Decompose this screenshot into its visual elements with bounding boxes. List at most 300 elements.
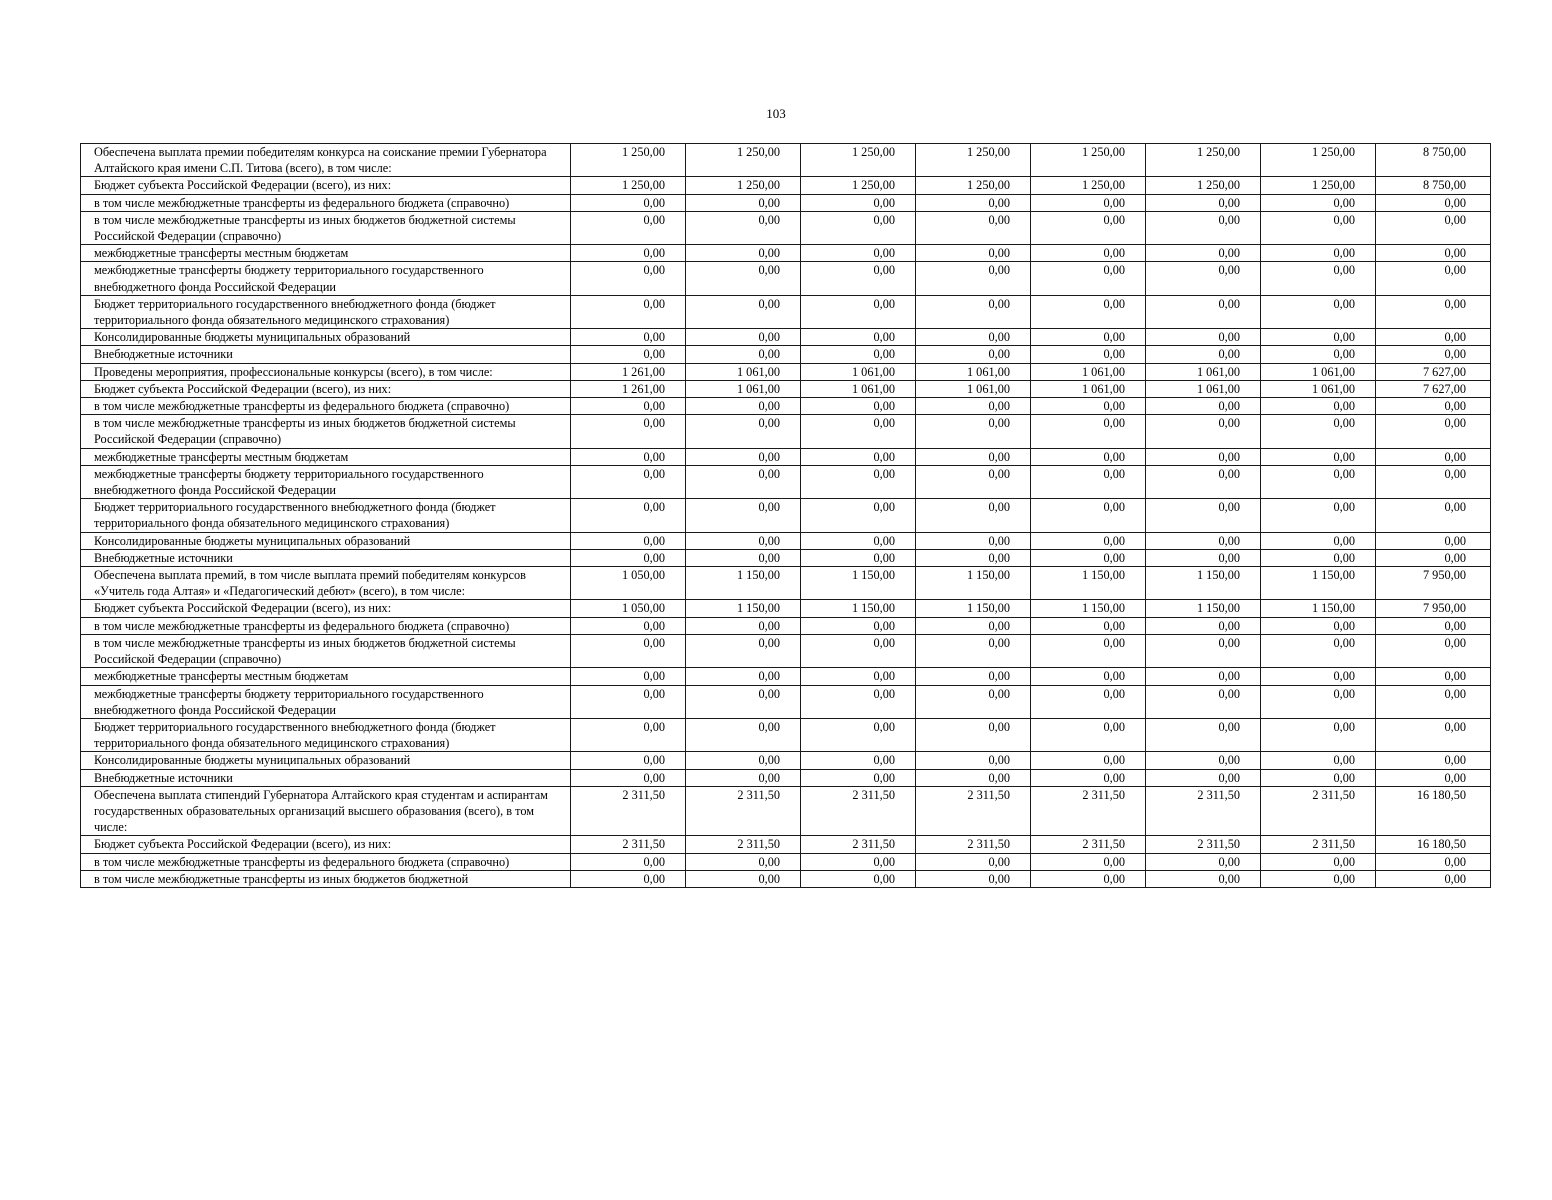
row-year-value: 1 150,00 [686,567,801,600]
row-total-value: 0,00 [1376,685,1491,718]
row-year-value: 0,00 [1146,853,1261,870]
row-label: межбюджетные трансферты бюджету территориального государственного внебюджетного фонда Российской Федерации [81,465,571,498]
row-total-value: 8 750,00 [1376,177,1491,194]
row-year-value: 0,00 [571,211,686,244]
row-year-value: 0,00 [916,752,1031,769]
row-year-value: 0,00 [916,194,1031,211]
row-year-value: 0,00 [1261,329,1376,346]
budget-table [80,143,1491,888]
row-year-value: 0,00 [801,211,916,244]
table-row [81,398,1491,415]
table-row [81,600,1491,617]
row-year-value: 1 150,00 [916,567,1031,600]
row-total-value: 7 950,00 [1376,567,1491,600]
row-year-value: 0,00 [686,194,801,211]
table-row [81,194,1491,211]
row-year-value: 0,00 [801,329,916,346]
row-year-value: 0,00 [571,532,686,549]
row-label: Обеспечена выплата стипендий Губернатора Алтайского края студентам и аспирантам государственных образовательных организаций высшего образования (всего), в том числе: [81,786,571,836]
row-year-value: 1 261,00 [571,380,686,397]
row-label: Бюджет территориального государственного внебюджетного фонда (бюджет территориального фонда обязательного медицинского страхования) [81,499,571,532]
row-year-value: 0,00 [801,415,916,448]
row-total-value: 7 950,00 [1376,600,1491,617]
table-row [81,448,1491,465]
table-row [81,465,1491,498]
row-year-value: 0,00 [571,329,686,346]
row-year-value: 1 250,00 [1031,177,1146,194]
row-year-value: 0,00 [801,549,916,566]
row-total-value: 0,00 [1376,245,1491,262]
row-year-value: 0,00 [1031,262,1146,295]
row-year-value: 0,00 [1031,549,1146,566]
row-year-value: 0,00 [801,668,916,685]
row-year-value: 1 150,00 [1031,600,1146,617]
row-year-value: 0,00 [686,549,801,566]
row-label: в том числе межбюджетные трансферты из иных бюджетов бюджетной системы Российской Федерации (справочно) [81,211,571,244]
row-total-value: 16 180,50 [1376,836,1491,853]
row-year-value: 1 250,00 [1146,144,1261,177]
row-year-value: 1 050,00 [571,600,686,617]
row-year-value: 0,00 [1031,617,1146,634]
row-total-value: 0,00 [1376,346,1491,363]
row-year-value: 2 311,50 [1261,836,1376,853]
row-year-value: 0,00 [1261,870,1376,887]
row-year-value: 2 311,50 [916,836,1031,853]
row-year-value: 0,00 [1261,211,1376,244]
row-year-value: 0,00 [571,398,686,415]
row-year-value: 0,00 [1146,752,1261,769]
row-year-value: 0,00 [571,245,686,262]
row-year-value: 0,00 [571,499,686,532]
row-year-value: 2 311,50 [1031,836,1146,853]
row-label: Бюджет территориального государственного внебюджетного фонда (бюджет территориального фонда обязательного медицинского страхования) [81,718,571,751]
row-total-value: 0,00 [1376,398,1491,415]
row-year-value: 0,00 [1261,262,1376,295]
row-total-value: 16 180,50 [1376,786,1491,836]
row-year-value: 0,00 [1146,398,1261,415]
row-label: Бюджет субъекта Российской Федерации (всего), из них: [81,600,571,617]
row-year-value: 0,00 [801,295,916,328]
row-year-value: 1 250,00 [1261,144,1376,177]
row-year-value: 1 061,00 [801,363,916,380]
row-year-value: 0,00 [1261,346,1376,363]
row-year-value: 0,00 [686,685,801,718]
table-row [81,685,1491,718]
row-year-value: 0,00 [571,549,686,566]
row-label: Бюджет субъекта Российской Федерации (всего), из них: [81,380,571,397]
row-year-value: 1 150,00 [1261,567,1376,600]
row-year-value: 0,00 [916,398,1031,415]
row-year-value: 0,00 [1261,718,1376,751]
row-year-value: 0,00 [801,465,916,498]
row-year-value: 0,00 [686,262,801,295]
row-label: Бюджет территориального государственного внебюджетного фонда (бюджет территориального фонда обязательного медицинского страхования) [81,295,571,328]
row-year-value: 1 061,00 [1261,363,1376,380]
row-year-value: 0,00 [916,245,1031,262]
row-year-value: 0,00 [1146,532,1261,549]
row-label: межбюджетные трансферты местным бюджетам [81,668,571,685]
row-label: в том числе межбюджетные трансферты из федерального бюджета (справочно) [81,398,571,415]
budget-table-body [81,144,1491,888]
row-year-value: 0,00 [916,448,1031,465]
row-year-value: 1 250,00 [571,144,686,177]
row-year-value: 1 061,00 [1261,380,1376,397]
row-label: Обеспечена выплата премий, в том числе выплата премий победителям конкурсов «Учитель года Алтая» и «Педагогический дебют» (всего), в том числе: [81,567,571,600]
row-year-value: 0,00 [1031,769,1146,786]
row-label: в том числе межбюджетные трансферты из иных бюджетов бюджетной системы Российской Федерации (справочно) [81,634,571,667]
row-year-value: 0,00 [1261,415,1376,448]
row-year-value: 0,00 [686,245,801,262]
row-year-value: 0,00 [571,769,686,786]
row-year-value: 0,00 [1031,870,1146,887]
row-year-value: 0,00 [686,415,801,448]
row-label: в том числе межбюджетные трансферты из федерального бюджета (справочно) [81,853,571,870]
row-total-value: 0,00 [1376,532,1491,549]
row-year-value: 0,00 [1031,415,1146,448]
row-total-value: 0,00 [1376,295,1491,328]
table-row [81,144,1491,177]
row-year-value: 1 150,00 [801,567,916,600]
row-year-value: 0,00 [916,415,1031,448]
row-label: в том числе межбюджетные трансферты из федерального бюджета (справочно) [81,194,571,211]
row-label: Внебюджетные источники [81,346,571,363]
table-row [81,668,1491,685]
row-year-value: 0,00 [1031,752,1146,769]
row-year-value: 0,00 [571,617,686,634]
row-year-value: 2 311,50 [1146,836,1261,853]
row-year-value: 2 311,50 [801,786,916,836]
row-year-value: 0,00 [686,752,801,769]
row-year-value: 1 250,00 [1261,177,1376,194]
row-year-value: 1 061,00 [686,380,801,397]
row-year-value: 0,00 [1146,499,1261,532]
row-year-value: 0,00 [916,769,1031,786]
row-year-value: 0,00 [916,295,1031,328]
row-year-value: 0,00 [686,853,801,870]
row-year-value: 0,00 [571,668,686,685]
row-year-value: 0,00 [1031,211,1146,244]
row-total-value: 0,00 [1376,415,1491,448]
row-year-value: 1 250,00 [1031,144,1146,177]
row-year-value: 0,00 [1261,769,1376,786]
row-year-value: 0,00 [1031,685,1146,718]
row-year-value: 0,00 [686,870,801,887]
row-year-value: 0,00 [1146,329,1261,346]
row-year-value: 0,00 [571,262,686,295]
row-year-value: 1 250,00 [801,177,916,194]
row-year-value: 0,00 [1146,769,1261,786]
row-year-value: 0,00 [686,398,801,415]
row-year-value: 0,00 [1146,194,1261,211]
row-year-value: 0,00 [1261,245,1376,262]
row-label: Бюджет субъекта Российской Федерации (всего), из них: [81,177,571,194]
page-number: 103 [766,106,786,121]
row-year-value: 0,00 [916,668,1031,685]
row-year-value: 1 150,00 [1146,567,1261,600]
row-year-value: 1 061,00 [686,363,801,380]
row-year-value: 0,00 [1146,448,1261,465]
row-year-value: 0,00 [1146,718,1261,751]
table-row [81,262,1491,295]
row-year-value: 0,00 [1261,295,1376,328]
row-year-value: 0,00 [916,211,1031,244]
row-year-value: 0,00 [1031,245,1146,262]
row-label: Внебюджетные источники [81,769,571,786]
row-label: Консолидированные бюджеты муниципальных образований [81,532,571,549]
row-total-value: 0,00 [1376,870,1491,887]
row-year-value: 0,00 [916,617,1031,634]
row-year-value: 0,00 [686,718,801,751]
row-total-value: 0,00 [1376,329,1491,346]
row-year-value: 0,00 [1146,262,1261,295]
row-year-value: 0,00 [1261,465,1376,498]
row-year-value: 0,00 [571,752,686,769]
row-year-value: 0,00 [916,329,1031,346]
table-row [81,211,1491,244]
row-year-value: 0,00 [916,549,1031,566]
row-year-value: 1 061,00 [1146,380,1261,397]
row-year-value: 0,00 [686,499,801,532]
table-row [81,380,1491,397]
row-year-value: 0,00 [1031,194,1146,211]
row-year-value: 2 311,50 [571,786,686,836]
table-row [81,718,1491,751]
row-year-value: 1 061,00 [1146,363,1261,380]
row-year-value: 0,00 [916,718,1031,751]
row-year-value: 0,00 [916,532,1031,549]
row-year-value: 0,00 [801,718,916,751]
row-year-value: 0,00 [571,685,686,718]
row-label: в том числе межбюджетные трансферты из иных бюджетов бюджетной [81,870,571,887]
row-year-value: 2 311,50 [686,786,801,836]
row-year-value: 0,00 [1031,346,1146,363]
row-year-value: 0,00 [1031,634,1146,667]
row-year-value: 0,00 [1031,718,1146,751]
row-year-value: 0,00 [916,346,1031,363]
row-year-value: 0,00 [1261,617,1376,634]
row-year-value: 0,00 [1261,532,1376,549]
row-year-value: 0,00 [1146,245,1261,262]
row-year-value: 0,00 [1261,398,1376,415]
row-year-value: 0,00 [571,718,686,751]
table-row [81,346,1491,363]
row-year-value: 1 050,00 [571,567,686,600]
row-year-value: 0,00 [1261,853,1376,870]
row-year-value: 0,00 [686,329,801,346]
row-year-value: 0,00 [916,870,1031,887]
row-year-value: 0,00 [916,262,1031,295]
row-year-value: 0,00 [801,346,916,363]
row-year-value: 0,00 [686,295,801,328]
row-year-value: 0,00 [686,617,801,634]
row-label: Внебюджетные источники [81,549,571,566]
row-label: в том числе межбюджетные трансферты из иных бюджетов бюджетной системы Российской Федерации (справочно) [81,415,571,448]
row-year-value: 0,00 [571,415,686,448]
table-row [81,634,1491,667]
row-label: межбюджетные трансферты бюджету территориального государственного внебюджетного фонда Российской Федерации [81,262,571,295]
row-year-value: 0,00 [571,465,686,498]
row-year-value: 0,00 [1031,499,1146,532]
row-year-value: 0,00 [801,634,916,667]
row-year-value: 2 311,50 [686,836,801,853]
table-row [81,549,1491,566]
row-year-value: 0,00 [916,499,1031,532]
row-year-value: 0,00 [686,769,801,786]
row-year-value: 0,00 [801,532,916,549]
row-year-value: 0,00 [1031,532,1146,549]
row-year-value: 1 061,00 [916,363,1031,380]
row-year-value: 0,00 [571,346,686,363]
row-label: межбюджетные трансферты местным бюджетам [81,448,571,465]
row-year-value: 1 061,00 [916,380,1031,397]
row-total-value: 0,00 [1376,549,1491,566]
row-year-value: 0,00 [1146,465,1261,498]
row-year-value: 0,00 [916,465,1031,498]
row-year-value: 0,00 [686,346,801,363]
row-year-value: 0,00 [801,769,916,786]
row-year-value: 1 250,00 [916,144,1031,177]
table-row [81,567,1491,600]
row-year-value: 0,00 [1146,295,1261,328]
row-year-value: 1 150,00 [1261,600,1376,617]
row-year-value: 0,00 [1261,668,1376,685]
row-year-value: 2 311,50 [571,836,686,853]
row-year-value: 2 311,50 [1261,786,1376,836]
row-year-value: 0,00 [571,448,686,465]
table-row [81,786,1491,836]
row-year-value: 1 061,00 [1031,380,1146,397]
row-year-value: 0,00 [1261,194,1376,211]
row-year-value: 0,00 [1031,465,1146,498]
row-year-value: 1 250,00 [1146,177,1261,194]
row-year-value: 0,00 [801,752,916,769]
row-year-value: 0,00 [686,668,801,685]
table-row [81,853,1491,870]
row-year-value: 1 150,00 [801,600,916,617]
row-total-value: 0,00 [1376,853,1491,870]
row-year-value: 0,00 [1031,329,1146,346]
row-year-value: 0,00 [801,448,916,465]
row-year-value: 1 150,00 [686,600,801,617]
row-year-value: 0,00 [686,465,801,498]
row-total-value: 0,00 [1376,194,1491,211]
row-year-value: 2 311,50 [801,836,916,853]
row-year-value: 0,00 [686,448,801,465]
row-year-value: 2 311,50 [1031,786,1146,836]
row-year-value: 0,00 [571,634,686,667]
row-label: межбюджетные трансферты местным бюджетам [81,245,571,262]
row-year-value: 1 061,00 [801,380,916,397]
row-year-value: 1 150,00 [1146,600,1261,617]
row-year-value: 0,00 [1261,752,1376,769]
row-label: Проведены мероприятия, профессиональные конкурсы (всего), в том числе: [81,363,571,380]
row-year-value: 0,00 [1031,448,1146,465]
row-year-value: 1 250,00 [916,177,1031,194]
table-row [81,752,1491,769]
row-year-value: 0,00 [1261,448,1376,465]
row-year-value: 0,00 [1146,211,1261,244]
row-year-value: 1 061,00 [1031,363,1146,380]
row-year-value: 0,00 [1146,617,1261,634]
table-row [81,836,1491,853]
row-year-value: 0,00 [1146,634,1261,667]
table-row [81,177,1491,194]
row-year-value: 0,00 [801,194,916,211]
row-total-value: 0,00 [1376,617,1491,634]
row-year-value: 0,00 [1031,295,1146,328]
row-year-value: 1 250,00 [571,177,686,194]
row-total-value: 7 627,00 [1376,380,1491,397]
row-year-value: 0,00 [801,499,916,532]
row-label: Бюджет субъекта Российской Федерации (всего), из них: [81,836,571,853]
row-year-value: 0,00 [571,853,686,870]
row-year-value: 1 150,00 [1031,567,1146,600]
row-year-value: 0,00 [1146,415,1261,448]
table-row [81,617,1491,634]
row-year-value: 1 250,00 [801,144,916,177]
row-total-value: 0,00 [1376,499,1491,532]
row-year-value: 0,00 [571,870,686,887]
row-year-value: 0,00 [1146,685,1261,718]
table-row [81,295,1491,328]
row-label: Обеспечена выплата премии победителям конкурса на соискание премии Губернатора Алтайского края имени С.П. Титова (всего), в том числе: [81,144,571,177]
row-label: Консолидированные бюджеты муниципальных образований [81,329,571,346]
row-total-value: 0,00 [1376,448,1491,465]
table-row [81,870,1491,887]
row-year-value: 0,00 [916,634,1031,667]
row-year-value: 0,00 [916,685,1031,718]
row-year-value: 0,00 [801,262,916,295]
row-year-value: 0,00 [571,194,686,211]
row-year-value: 2 311,50 [1146,786,1261,836]
row-year-value: 1 261,00 [571,363,686,380]
row-year-value: 0,00 [801,617,916,634]
row-year-value: 0,00 [801,398,916,415]
row-year-value: 1 250,00 [686,144,801,177]
row-year-value: 0,00 [1261,634,1376,667]
row-total-value: 8 750,00 [1376,144,1491,177]
table-row [81,363,1491,380]
row-year-value: 0,00 [686,211,801,244]
row-total-value: 0,00 [1376,769,1491,786]
row-year-value: 0,00 [1031,853,1146,870]
row-year-value: 0,00 [1261,499,1376,532]
row-total-value: 0,00 [1376,262,1491,295]
table-row [81,499,1491,532]
row-year-value: 2 311,50 [916,786,1031,836]
row-year-value: 0,00 [1031,398,1146,415]
row-year-value: 0,00 [801,853,916,870]
table-row [81,415,1491,448]
table-row [81,329,1491,346]
row-year-value: 0,00 [686,532,801,549]
row-year-value: 0,00 [1146,549,1261,566]
row-total-value: 0,00 [1376,634,1491,667]
row-total-value: 0,00 [1376,668,1491,685]
row-label: в том числе межбюджетные трансферты из федерального бюджета (справочно) [81,617,571,634]
row-year-value: 0,00 [1146,346,1261,363]
row-total-value: 7 627,00 [1376,363,1491,380]
row-year-value: 0,00 [801,870,916,887]
row-total-value: 0,00 [1376,752,1491,769]
table-row [81,245,1491,262]
row-year-value: 0,00 [1146,870,1261,887]
row-year-value: 0,00 [1031,668,1146,685]
row-label: межбюджетные трансферты бюджету территориального государственного внебюджетного фонда Российской Федерации [81,685,571,718]
row-year-value: 0,00 [686,634,801,667]
row-year-value: 0,00 [801,245,916,262]
table-row [81,532,1491,549]
